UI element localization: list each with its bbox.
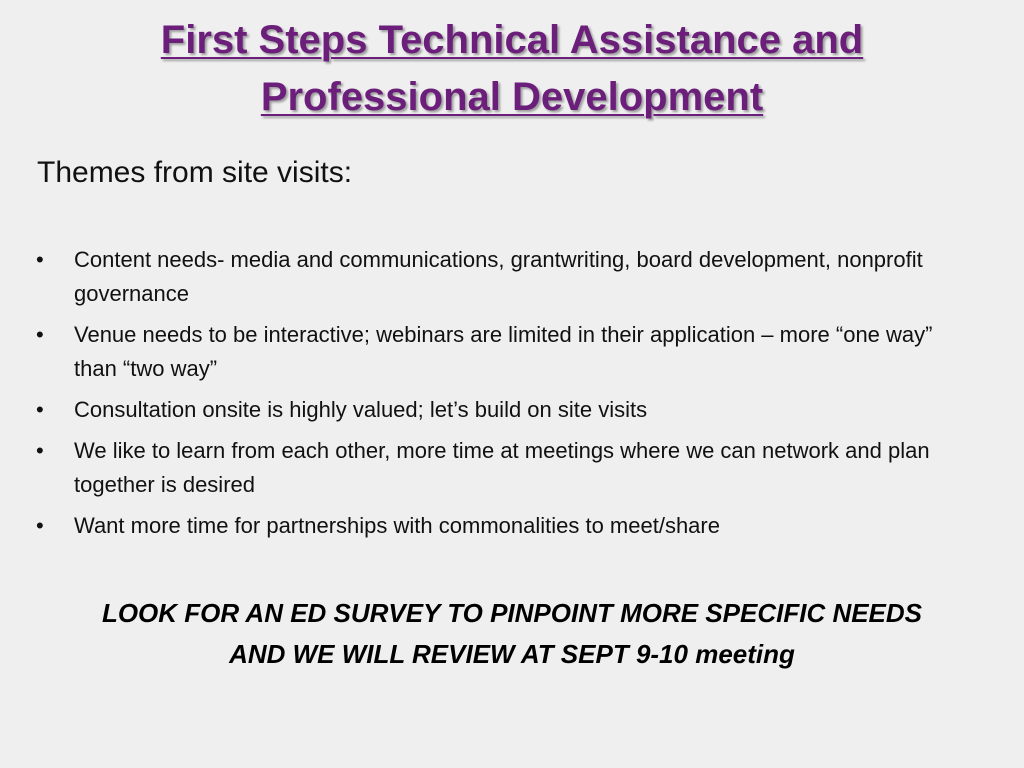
list-item-text: Content needs- media and communications, grantwriting, board development, nonprofit governance	[74, 247, 923, 306]
list-item-text: Venue needs to be interactive; webinars are limited in their application – more “one way” than “two way”	[74, 322, 933, 381]
slide-title-line-1: First Steps Technical Assistance and	[160, 18, 864, 62]
list-item	[36, 318, 936, 386]
callout-line-2: AND WE WILL REVIEW AT SEPT 9-10 meeting	[229, 639, 795, 669]
list-item-text: We like to learn from each other, more time at meetings where we can network and plan together is desired	[74, 438, 930, 497]
callout-line-1: LOOK FOR AN ED SURVEY TO PINPOINT MORE SPECIFIC NEEDS	[101, 598, 923, 628]
bullet-icon: •	[36, 247, 44, 272]
list-item	[36, 434, 936, 502]
section-heading: Themes from site visits:	[37, 156, 353, 189]
bullet-icon: •	[36, 322, 44, 347]
bullet-icon: •	[36, 438, 44, 463]
bullet-icon: •	[36, 513, 44, 538]
list-item	[36, 393, 936, 427]
list-item-text: Want more time for partnerships with commonalities to meet/share	[74, 513, 720, 538]
themes-list	[36, 243, 936, 550]
slide-title-line-2: Professional Development	[260, 75, 764, 119]
list-item	[36, 509, 936, 543]
bullet-icon: •	[36, 397, 44, 422]
list-item-text: Consultation onsite is highly valued; let’s build on site visits	[74, 397, 648, 422]
slide-title	[60, 12, 964, 126]
callout-note	[40, 593, 984, 675]
list-item	[36, 243, 936, 311]
